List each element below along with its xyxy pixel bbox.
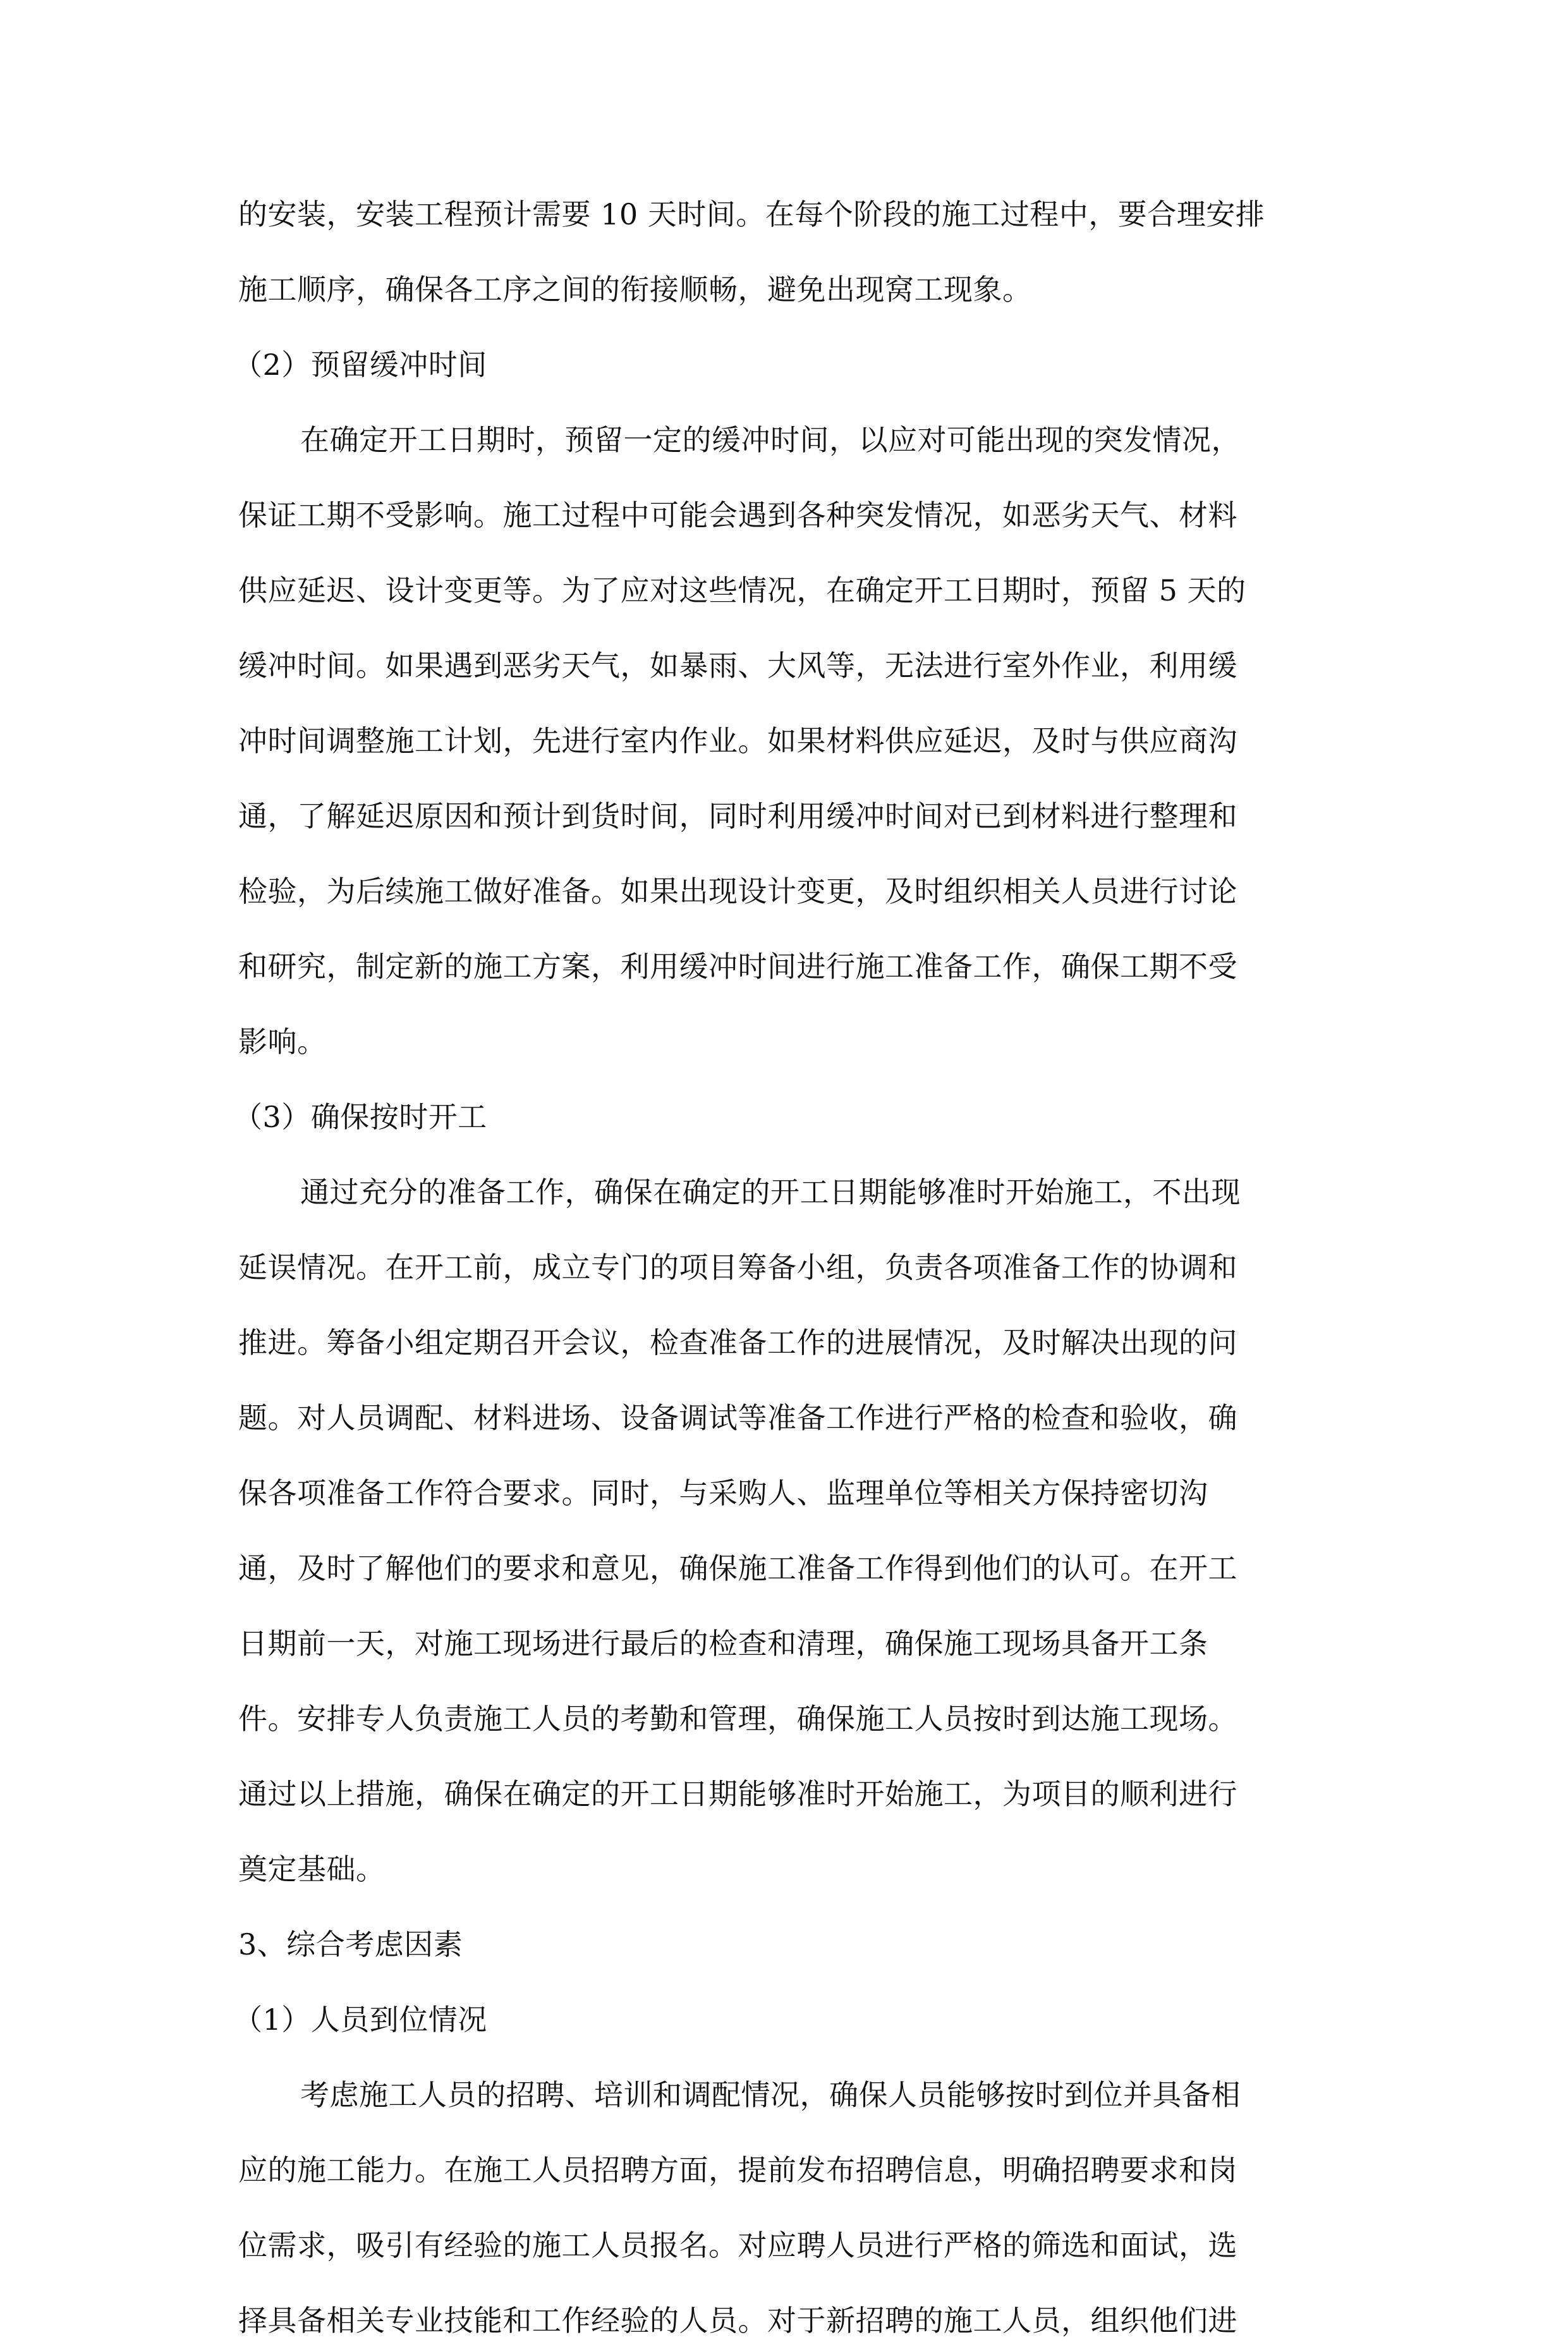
body-line: 择具备相关专业技能和工作经验的人员。对于新招聘的施工人员，组织他们进 [238, 2303, 1237, 2338]
body-line: 日期前一天，对施工现场进行最后的检查和清理，确保施工现场具备开工条 [238, 1626, 1208, 1661]
page-content [233, 193, 1329, 2342]
body-line: 保各项准备工作符合要求。同时，与采购人、监理单位等相关方保持密切沟 [238, 1476, 1208, 1510]
body-line: 位需求，吸引有经验的施工人员报名。对应聘人员进行严格的筛选和面试，选 [238, 2228, 1237, 2262]
body-line: 通过以上措施，确保在确定的开工日期能够准时开始施工，为项目的顺利进行 [238, 1777, 1237, 1811]
body-line: 应的施工能力。在施工人员招聘方面，提前发布招聘信息，明确招聘要求和岗 [238, 2153, 1237, 2187]
body-line: 施工顺序，确保各工序之间的衔接顺畅，避免出现窝工现象。 [238, 272, 1032, 307]
body-line: 延误情况。在开工前，成立专门的项目筹备小组，负责各项准备工作的协调和 [238, 1250, 1237, 1284]
body-line: 的安装，安装工程预计需要 10 天时间。在每个阶段的施工过程中，要合理安排 [238, 197, 1265, 231]
body-line: 缓冲时间。如果遇到恶劣天气，如暴雨、大风等，无法进行室外作业，利用缓 [238, 649, 1237, 683]
body-line: 冲时间调整施工计划，先进行室内作业。如果材料供应延迟，及时与供应商沟 [238, 724, 1237, 758]
body-line: 影响。 [238, 1025, 327, 1059]
body-line: 和研究，制定新的施工方案，利用缓冲时间进行施工准备工作，确保工期不受 [238, 949, 1237, 984]
body-line: 通过充分的准备工作，确保在确定的开工日期能够准时开始施工，不出现 [300, 1175, 1241, 1209]
section-title: 3、综合考虑因素 [238, 1927, 463, 1961]
body-line: 奠定基础。 [238, 1852, 386, 1886]
body-line: 通，了解延迟原因和预计到货时间，同时利用缓冲时间对已到材料进行整理和 [238, 799, 1237, 833]
body-line: 件。安排专人负责施工人员的考勤和管理，确保施工人员按时到达施工现场。 [238, 1702, 1237, 1736]
body-line: 供应延迟、设计变更等。为了应对这些情况，在确定开工日期时，预留 5 天的 [238, 573, 1246, 607]
body-line: 保证工期不受影响。施工过程中可能会遇到各种突发情况，如恶劣天气、材料 [238, 498, 1237, 532]
section-heading: （2）预留缓冲时间 [233, 348, 487, 382]
body-line: 推进。筹备小组定期召开会议，检查准备工作的进展情况，及时解决出现的问 [238, 1326, 1237, 1360]
section-heading: （3）确保按时开工 [233, 1100, 487, 1134]
body-line: 通，及时了解他们的要求和意见，确保施工准备工作得到他们的认可。在开工 [238, 1551, 1237, 1585]
body-line: 考虑施工人员的招聘、培训和调配情况，确保人员能够按时到位并具备相 [300, 2078, 1241, 2112]
body-line: 在确定开工日期时，预留一定的缓冲时间，以应对可能出现的突发情况， [300, 423, 1241, 457]
body-line: 检验，为后续施工做好准备。如果出现设计变更，及时组织相关人员进行讨论 [238, 874, 1237, 908]
body-line: 题。对人员调配、材料进场、设备调试等准备工作进行严格的检查和验收，确 [238, 1401, 1237, 1435]
section-heading: （1）人员到位情况 [233, 2003, 487, 2037]
